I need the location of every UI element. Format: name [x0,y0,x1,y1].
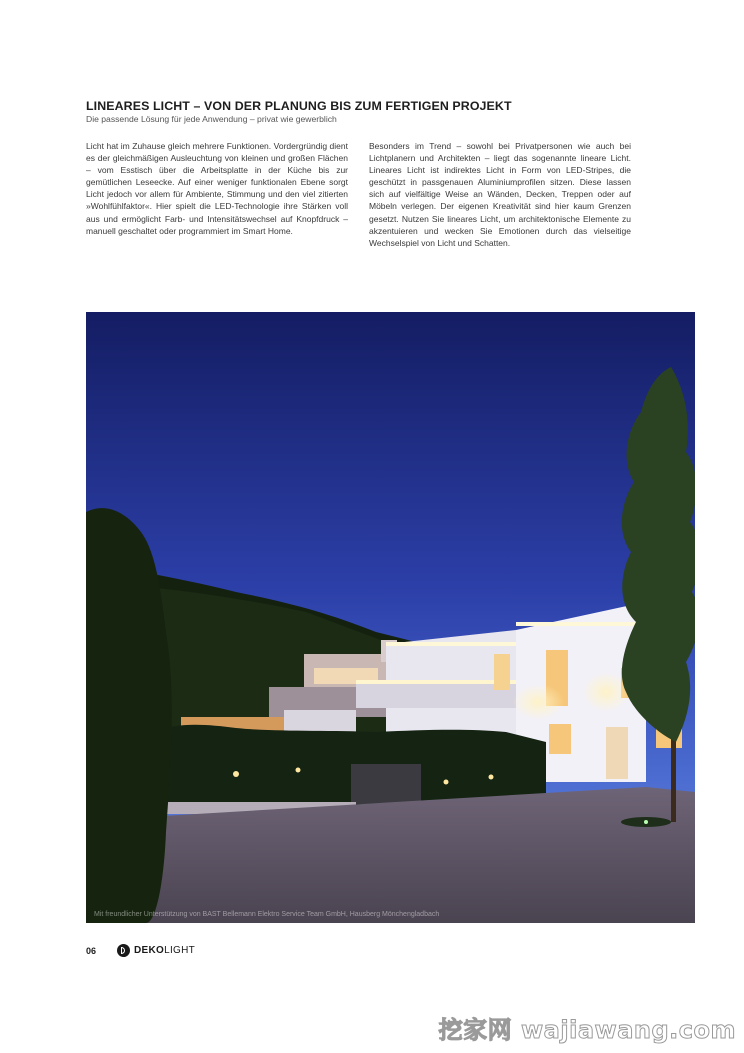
site-watermark: 挖家网 wajiawang.com [438,1016,736,1044]
brand-wordmark [134,945,195,956]
article-headline: LINEARES LICHT – VON DER PLANUNG BIS ZUM FERTIGEN PROJEKT [86,99,512,113]
dekolight-logo-icon [117,944,130,957]
house-night-photo [86,312,695,923]
photo-caption: Mit freundlicher Unterstützung von BAST Bellemann Elektro Service Team GmbH, Hausberg Mönchengladbach [94,911,440,918]
page-number: 06 [86,946,97,956]
article-subline: Die passende Lösung für jede Anwendung – privat wie gewerblich [86,114,337,124]
body-column-left: Licht hat im Zuhause gleich mehrere Funktionen. Vordergründig dient es der gleichmäßigen Ausleuchtung von kleinen und großen Flächen – vom Esstisch über die Arbeitsplatte in der Küche bis zur gemütlichen Leseecke. Auf einer weniger funktionalen Ebene sorgt Licht jedoch vor allem für Ambiente, Stimmung und den viel zitierten »Wohlfühlfaktor«. Hier spielt die LED-Technologie ihre Stärken voll aus und ermöglicht Farb- und Intensitätswechsel auf Knopfdruck – manuell geschaltet oder programmiert im Smart Home. [86,141,348,236]
photo-illustration [86,312,695,923]
brand-bold: DEKO [134,945,165,956]
brand-logo [117,944,195,957]
body-column-right: Besonders im Trend – sowohl bei Privatpersonen wie auch bei Lichtplanern und Architekten – liegt das sogenannte lineare Licht. Lineares Licht ist indirektes Licht in Form von LED-Stripes, die geschützt in passgenauen Aluminiumprofilen sitzen. Diese lassen sich auf vielfältige Weise an Wänden, Decken, Treppen oder auf Möbeln verlegen. Der eigenen Kreativität sind hier kaum Grenzen gesetzt. Nutzen Sie lineares Licht, um architektonische Elemente zu akzentuieren und wecken Sie Emotionen durch das vielseitige Wechselspiel von Licht und Schatten. [369,141,631,248]
brand-light: LIGHT [164,945,196,956]
